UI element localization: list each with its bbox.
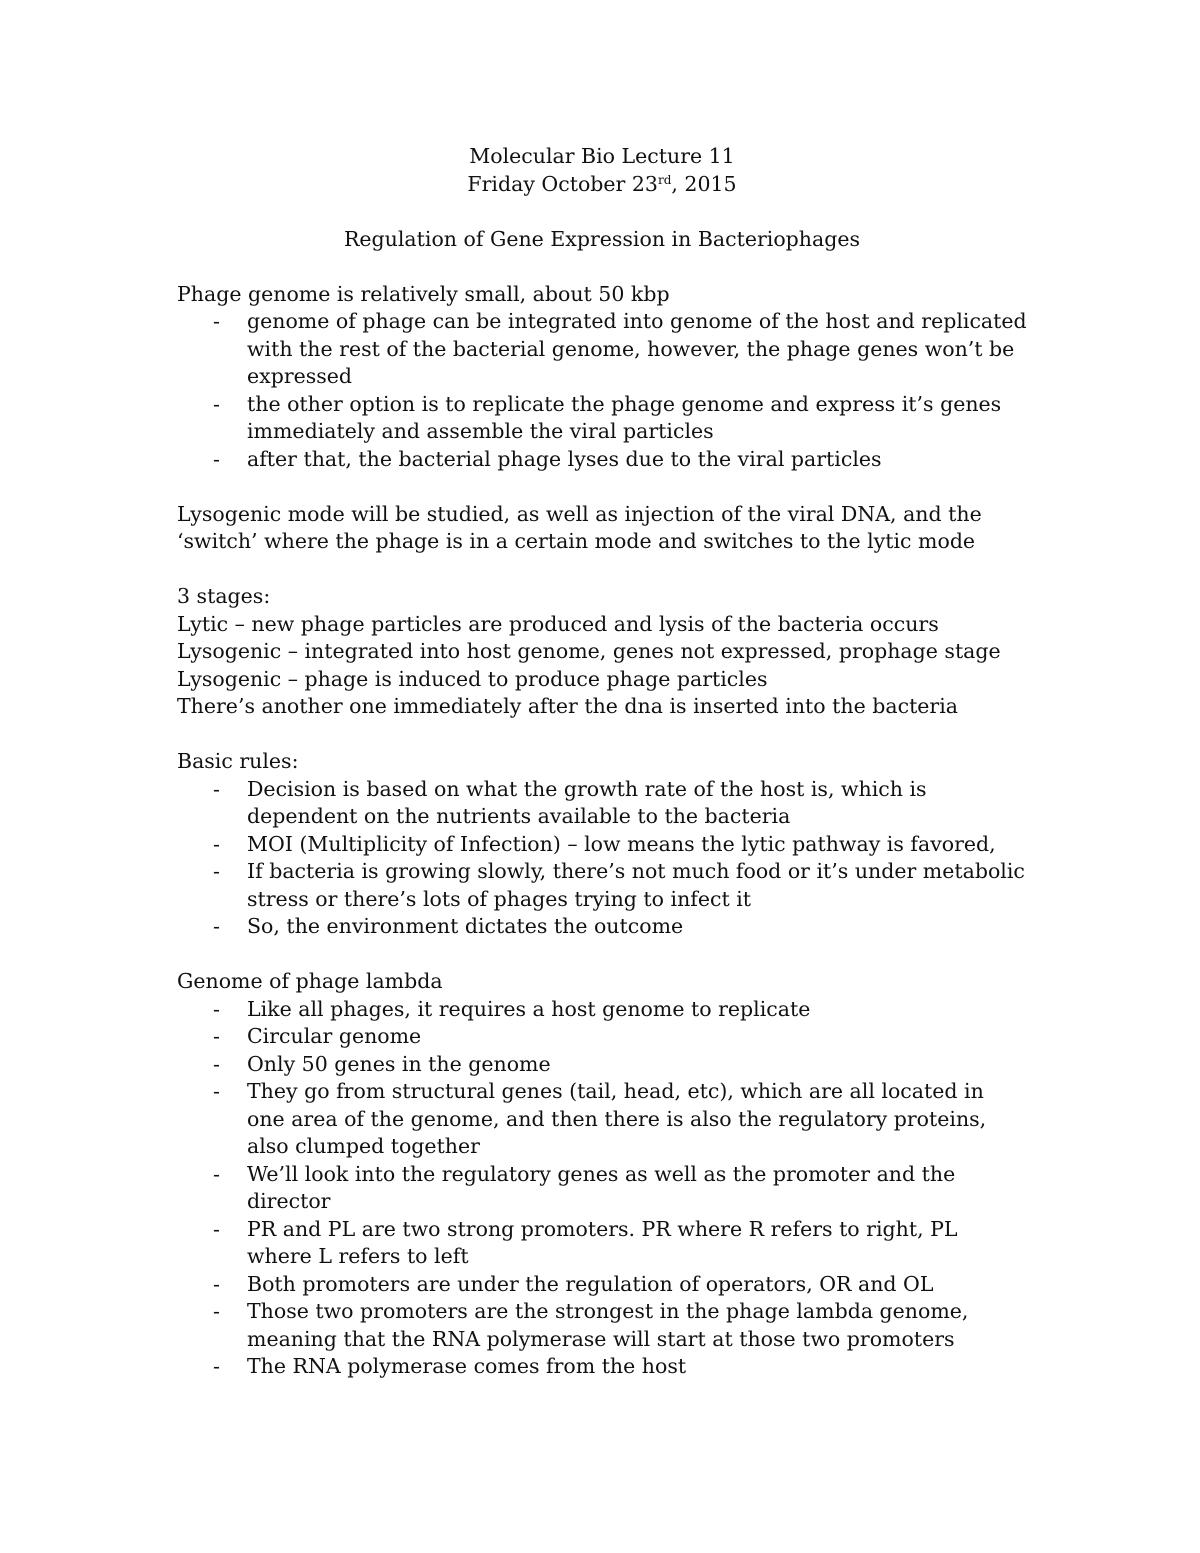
list-item: - PR and PL are two strong promoters. PR where R refers to right, PL where L refers to left — [177, 1216, 1027, 1271]
phage-genome-list — [177, 308, 1027, 473]
stage-line: Lysogenic – phage is induced to produce phage particles — [177, 666, 768, 691]
list-item: - Both promoters are under the regulation of operators, OR and OL — [177, 1271, 1027, 1299]
list-item: - the other option is to replicate the phage genome and express it’s genes immediately and assemble the viral particles — [177, 391, 1027, 446]
document-subtitle: Regulation of Gene Expression in Bacteriophages — [343, 226, 860, 251]
list-item: - Like all phages, it requires a host genome to replicate — [177, 996, 1027, 1024]
section-heading-lambda: Genome of phage lambda — [177, 969, 443, 993]
list-item: - Decision is based on what the growth rate of the host is, which is dependent on the nutrients available to the bacteria — [177, 776, 1027, 831]
document-title: Molecular Bio Lecture 11 — [469, 144, 735, 168]
list-item: - genome of phage can be integrated into genome of the host and replicated with the rest of the bacterial genome, however, the phage genes won’t be expressed — [177, 308, 1027, 391]
document-body — [177, 143, 1027, 1381]
list-item: - They go from structural genes (tail, head, etc), which are all located in one area of the genome, and then there is also the regulatory proteins, also clumped together — [177, 1078, 1027, 1161]
document-date — [177, 171, 1027, 199]
list-item: - Only 50 genes in the genome — [177, 1051, 1027, 1079]
stage-line: There’s another one immediately after the dna is inserted into the bacteria — [177, 694, 959, 718]
section-heading-phage-genome: Phage genome is relatively small, about 50 kbp — [177, 281, 670, 306]
list-item: - Those two promoters are the strongest in the phage lambda genome, meaning that the RNA polymerase will start at those two promoters — [177, 1298, 1027, 1353]
list-item: - So, the environment dictates the outcome — [177, 913, 1027, 941]
lambda-list — [177, 996, 1027, 1381]
list-item: - We’ll look into the regulatory genes as well as the promoter and the director — [177, 1161, 1027, 1216]
stage-line: Lytic – new phage particles are produced and lysis of the bacteria occurs — [177, 611, 939, 636]
list-item: - after that, the bacterial phage lyses due to the viral particles — [177, 446, 1027, 474]
list-item: - Circular genome — [177, 1023, 1027, 1051]
date-prefix: Friday October 23 — [467, 171, 658, 196]
date-superscript: rd — [657, 172, 672, 187]
list-item: - MOI (Multiplicity of Infection) – low means the lytic pathway is favored, — [177, 831, 1027, 859]
stage-line: Lysogenic – integrated into host genome, genes not expressed, prophage stage — [177, 639, 1001, 663]
section-heading-basic-rules: Basic rules: — [177, 749, 299, 773]
list-item: - If bacteria is growing slowly, there’s not much food or it’s under metabolic stress or there’s lots of phages trying to infect it — [177, 858, 1027, 913]
basic-rules-list — [177, 776, 1027, 941]
date-suffix: , 2015 — [671, 171, 737, 196]
section-heading-stages: 3 stages: — [177, 584, 271, 608]
list-item: - The RNA polymerase comes from the host — [177, 1353, 1027, 1381]
lysogenic-paragraph: Lysogenic mode will be studied, as well as injection of the viral DNA, and the ‘switch’ where the phage is in a certain mode and switches to the lytic mode — [177, 501, 982, 553]
